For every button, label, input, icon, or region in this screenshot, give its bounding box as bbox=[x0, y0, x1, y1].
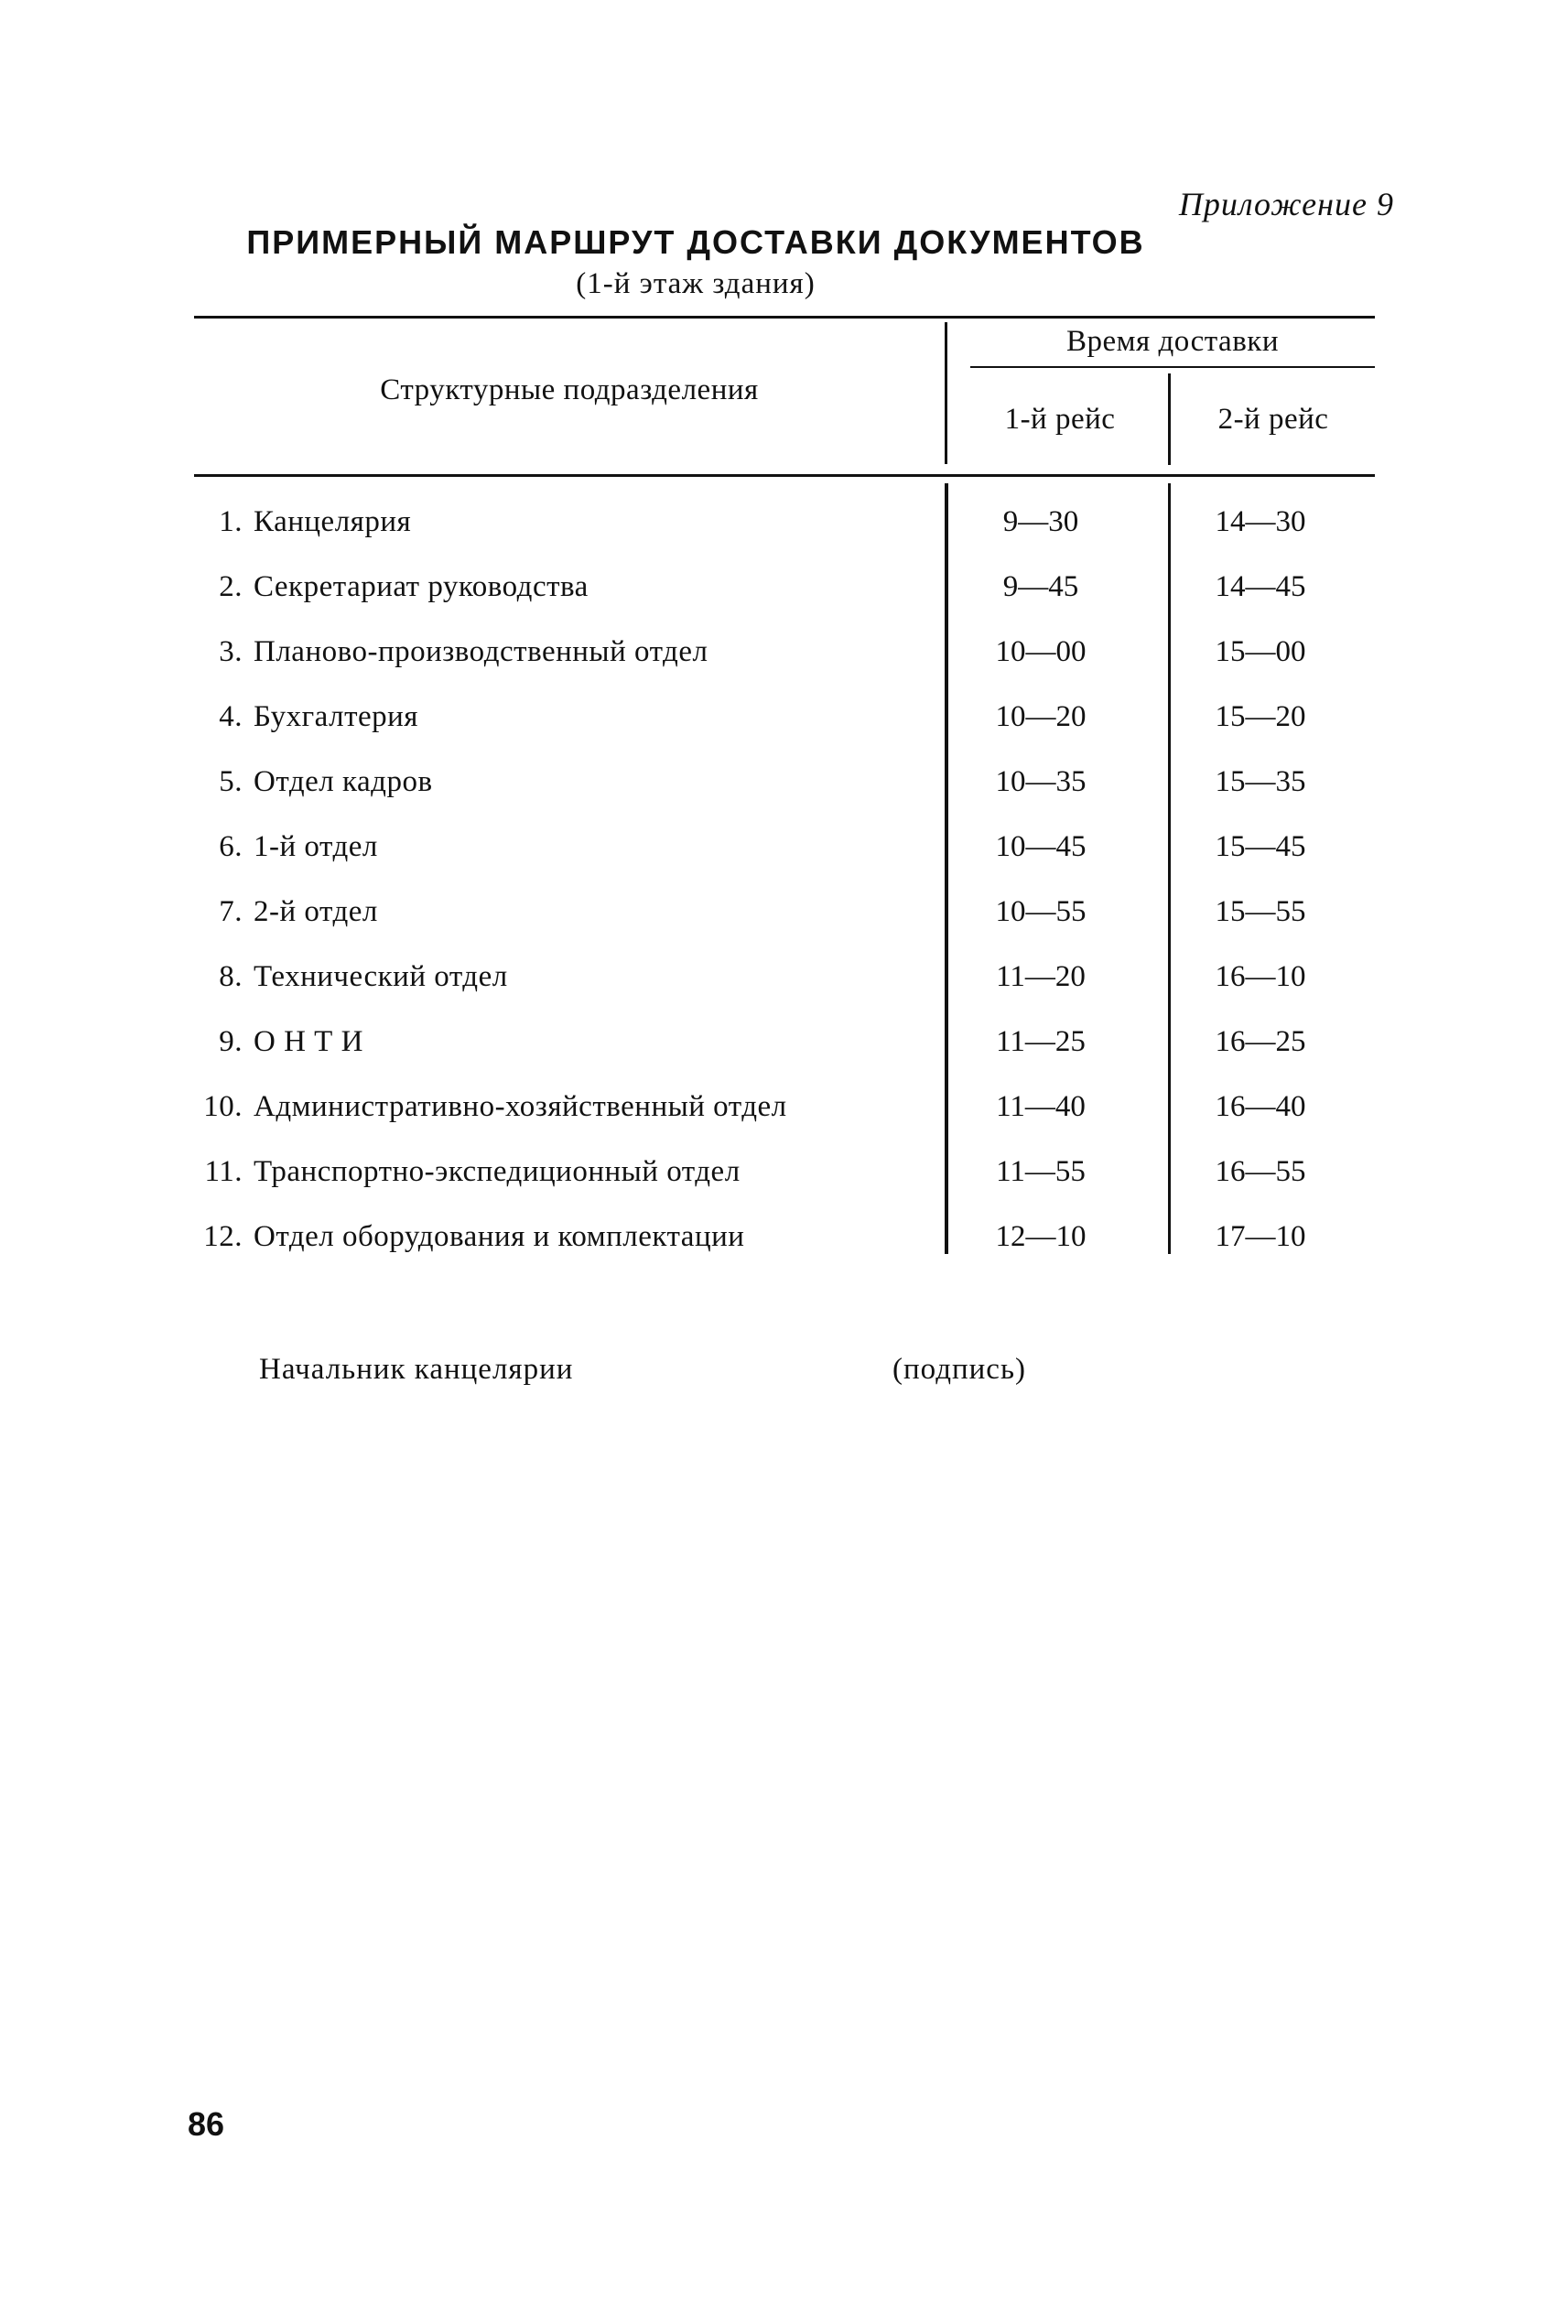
column-divider-units bbox=[945, 322, 947, 464]
time-header-rule bbox=[970, 366, 1375, 368]
trip-1-time: 11—25 bbox=[996, 1025, 1086, 1058]
row-number: 6. bbox=[219, 830, 243, 863]
trip-1-time: 9—30 bbox=[1002, 505, 1079, 538]
header-delivery-time: Время доставки bbox=[1066, 325, 1279, 358]
trip-1-time: 11—55 bbox=[996, 1155, 1086, 1188]
appendix-label: Приложение 9 bbox=[1178, 186, 1394, 222]
row-label bbox=[188, 960, 508, 994]
unit-name: 1-й отдел bbox=[254, 830, 378, 863]
table-row bbox=[188, 765, 1378, 830]
trip-1-time: 10—00 bbox=[995, 635, 1087, 668]
unit-name: Отдел оборудования и комплектации bbox=[254, 1220, 745, 1253]
table-row bbox=[188, 895, 1378, 960]
row-number: 9. bbox=[219, 1025, 243, 1058]
trip-1-time: 12—10 bbox=[995, 1220, 1087, 1253]
unit-name: 2-й отдел bbox=[254, 895, 378, 928]
table-row bbox=[188, 635, 1378, 700]
row-number: 8. bbox=[219, 960, 243, 993]
column-divider-trips bbox=[1168, 373, 1171, 465]
row-label bbox=[188, 700, 418, 734]
unit-name: Технический отдел bbox=[254, 960, 508, 993]
page-subtitle: (1-й этаж здания) bbox=[576, 267, 816, 300]
trip-2-time: 15—35 bbox=[1215, 765, 1306, 798]
header-bottom-rule bbox=[194, 474, 1375, 477]
row-number: 11. bbox=[204, 1155, 243, 1188]
trip-1-time: 10—45 bbox=[995, 830, 1087, 863]
row-label bbox=[188, 1025, 363, 1059]
signatory-position: Начальник канцелярии bbox=[259, 1353, 574, 1386]
trip-1-time: 11—40 bbox=[996, 1090, 1086, 1123]
row-number: 1. bbox=[219, 505, 243, 538]
table-row bbox=[188, 505, 1378, 570]
trip-2-time: 14—30 bbox=[1215, 505, 1306, 538]
unit-name: Отдел кадров bbox=[254, 765, 433, 798]
header-trip-1: 1-й рейс bbox=[1004, 403, 1116, 436]
unit-name: Секретариат руководства bbox=[254, 570, 589, 603]
unit-name: Бухгалтерия bbox=[254, 700, 418, 733]
trip-2-time: 15—00 bbox=[1215, 635, 1306, 668]
page-title: ПРИМЕРНЫЙ МАРШРУТ ДОСТАВКИ ДОКУМЕНТОВ bbox=[246, 223, 1145, 261]
trip-2-time: 16—55 bbox=[1215, 1155, 1306, 1188]
trip-1-time: 10—55 bbox=[995, 895, 1087, 928]
trip-2-time: 15—45 bbox=[1215, 830, 1306, 863]
trip-2-time: 16—25 bbox=[1215, 1025, 1306, 1058]
table-row bbox=[188, 570, 1378, 635]
trip-2-time: 15—55 bbox=[1215, 895, 1306, 928]
row-label bbox=[188, 895, 378, 929]
row-number: 4. bbox=[219, 700, 243, 733]
page-number: 86 bbox=[188, 2105, 225, 2143]
header-units: Структурные подразделения bbox=[380, 373, 759, 406]
trip-1-time: 10—35 bbox=[995, 765, 1087, 798]
table-row bbox=[188, 1025, 1378, 1090]
unit-name: Транспортно-экспедиционный отдел bbox=[254, 1155, 741, 1188]
unit-name: Планово-производственный отдел bbox=[254, 635, 708, 668]
header-trip-2: 2-й рейс bbox=[1217, 403, 1329, 436]
row-label bbox=[188, 635, 708, 669]
row-label bbox=[188, 570, 589, 604]
table-row bbox=[188, 1090, 1378, 1155]
trip-1-time: 10—20 bbox=[995, 700, 1087, 733]
trip-1-time: 9—45 bbox=[1002, 570, 1079, 603]
signature-placeholder: (подпись) bbox=[892, 1353, 1026, 1386]
row-label bbox=[188, 1155, 741, 1189]
trip-1-time: 11—20 bbox=[996, 960, 1086, 993]
table-row bbox=[188, 1220, 1378, 1285]
table-row bbox=[188, 1155, 1378, 1220]
row-number: 5. bbox=[219, 765, 243, 798]
row-label bbox=[188, 1220, 744, 1254]
unit-name: Канцелярия bbox=[254, 505, 412, 538]
unit-name: Административно-хозяйственный отдел bbox=[254, 1090, 787, 1123]
trip-2-time: 15—20 bbox=[1215, 700, 1306, 733]
row-label bbox=[188, 1090, 787, 1124]
row-number: 7. bbox=[219, 895, 243, 928]
table-row bbox=[188, 960, 1378, 1025]
trip-2-time: 16—10 bbox=[1215, 960, 1306, 993]
row-label bbox=[188, 765, 433, 799]
trip-2-time: 16—40 bbox=[1215, 1090, 1306, 1123]
trip-2-time: 17—10 bbox=[1215, 1220, 1306, 1253]
trip-2-time: 14—45 bbox=[1215, 570, 1306, 603]
row-label bbox=[188, 830, 378, 864]
row-number: 2. bbox=[219, 570, 243, 603]
row-label bbox=[188, 505, 411, 539]
unit-name: О Н Т И bbox=[254, 1025, 363, 1058]
row-number: 3. bbox=[219, 635, 243, 668]
row-number: 10. bbox=[203, 1090, 243, 1123]
table-row bbox=[188, 830, 1378, 895]
table-top-rule bbox=[194, 316, 1375, 319]
row-number: 12. bbox=[203, 1220, 243, 1253]
table-row bbox=[188, 700, 1378, 765]
